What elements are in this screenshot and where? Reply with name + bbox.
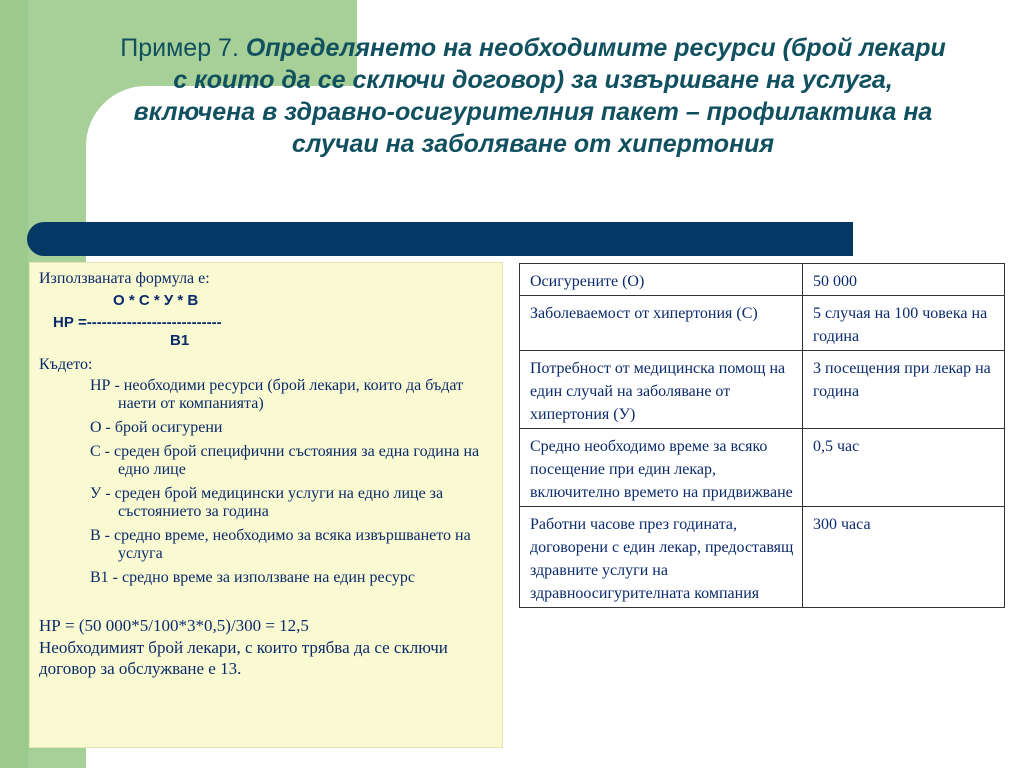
table-row xyxy=(520,429,1005,507)
title-prefix: Пример 7. xyxy=(120,34,246,62)
title-text: Определянето на необходимите ресурси (брой лекари с които да се сключи договор) за извършване на услуга, включена в здравно-осигурителния пакет – профилактика на случаи на заболяване от хипертония xyxy=(133,34,946,158)
definition-item: В1 - средно време за използване на един ресурс xyxy=(90,569,415,586)
row-label: Средно необходимо време за всяко посещение при един лекар, включително времето на придвижване xyxy=(520,429,803,507)
row-value: 50 000 xyxy=(803,264,1005,296)
row-value: 0,5 час xyxy=(803,429,1005,507)
formula-lhs: НР =--------------------------- xyxy=(53,314,222,331)
formula-numerator: О * С * У * В xyxy=(113,292,199,309)
table-row xyxy=(520,351,1005,429)
formula-intro: Използваната формула е: xyxy=(39,270,210,287)
row-value: 5 случая на 100 човека на година xyxy=(803,296,1005,351)
row-value: 3 посещения при лекар на година xyxy=(803,351,1005,429)
formula-box xyxy=(29,262,503,748)
title-divider-bar xyxy=(27,222,853,256)
definition-item: В - средно време, необходимо за всяка извършването на услуга xyxy=(90,527,471,562)
parameters-table xyxy=(519,263,1005,608)
row-label: Заболеваемост от хипертония (С) xyxy=(520,296,803,351)
definition-item: НР - необходими ресурси (брой лекари, които да бъдат наети от компанията) xyxy=(90,377,464,412)
calculation: НР = (50 000*5/100*3*0,5)/300 = 12,5 xyxy=(39,616,309,635)
table-row xyxy=(520,296,1005,351)
row-label: Работни часове през годината, договорени с един лекар, предоставящ здравните услуги на здравноосигурителната компания xyxy=(520,507,803,608)
formula-denominator: В1 xyxy=(170,332,190,349)
row-label: Потребност от медицинска помощ на един случай на заболяване от хипертония (У) xyxy=(520,351,803,429)
slide-title xyxy=(118,32,948,160)
table-row xyxy=(520,264,1005,296)
row-value: 300 часа xyxy=(803,507,1005,608)
green-strip xyxy=(0,0,28,768)
definition-item: С - среден брой специфични състояния за една година на едно лице xyxy=(90,443,480,478)
where-label: Където: xyxy=(39,356,93,373)
row-label: Осигурените (О) xyxy=(520,264,803,296)
conclusion: Необходимият брой лекари, с които трябва да се сключи договор за обслужване е 13. xyxy=(39,638,448,678)
definitions-list xyxy=(39,377,494,587)
definition-item: У - среден брой медицински услуги на едно лице за състоянието за година xyxy=(90,485,444,520)
definition-item: О - брой осигурени xyxy=(90,419,223,436)
table-row xyxy=(520,507,1005,608)
